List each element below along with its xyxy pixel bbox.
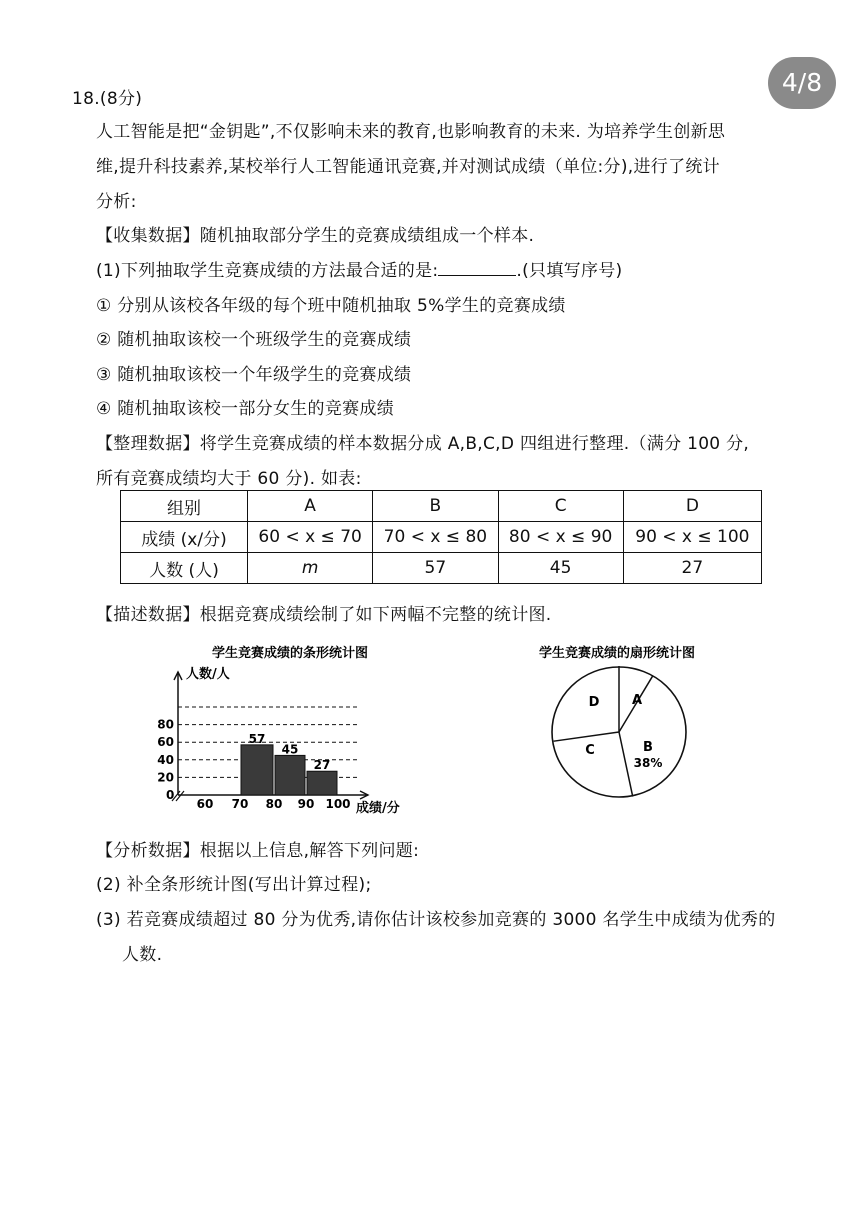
analyze-data-heading: 【分析数据】根据以上信息,解答下列问题:	[96, 841, 420, 861]
bar	[307, 771, 337, 795]
table-header-cell: 成绩 (x/分)	[121, 522, 248, 553]
table-header-cell: 人数 (人)	[121, 553, 248, 584]
question-2: (2) 补全条形统计图(写出计算过程);	[96, 875, 372, 895]
option-2: ② 随机抽取该校一个班级学生的竞赛成绩	[96, 330, 412, 350]
y-tick-label: 80	[157, 717, 174, 732]
bar-chart-origin-label: 0	[166, 788, 175, 802]
bar-chart-x-label: 成绩/分	[356, 801, 400, 816]
question-1-prefix: (1)下列抽取学生竞赛成绩的方法最合适的是:	[96, 261, 439, 281]
table-header-cell: 组别	[121, 491, 248, 522]
y-tick-label: 40	[157, 752, 174, 767]
x-tick-label: 60	[196, 797, 214, 811]
question-1-suffix: .(只填写序号)	[516, 261, 623, 281]
intro-line-3: 分析:	[96, 192, 137, 212]
table-cell: D	[623, 491, 761, 522]
bar-value-label: 57	[248, 731, 266, 746]
table-cell: 57	[373, 553, 498, 584]
intro-line-2: 维,提升科技素养,某校举行人工智能通讯竞赛,并对测试成绩（单位:分),进行了统计	[96, 157, 720, 177]
bar	[241, 745, 273, 795]
pie-slice-label: D	[588, 695, 600, 710]
x-tick-label: 90	[297, 797, 315, 811]
describe-data-heading: 【描述数据】根据竞赛成绩绘制了如下两幅不完整的统计图.	[96, 605, 552, 625]
x-tick-label: 80	[265, 797, 283, 811]
organize-data-line-2: 所有竞赛成绩均大于 60 分). 如表:	[96, 469, 362, 489]
intro-line-1: 人工智能是把“金钥匙”,不仅影响未来的教育,也影响教育的未来. 为培养学生创新思	[96, 122, 726, 142]
table-cell: 70 < x ≤ 80	[373, 522, 498, 553]
pie-slice-label: C	[585, 743, 595, 758]
pie-chart	[539, 645, 695, 797]
question-3-line-2: 人数.	[122, 945, 163, 965]
collect-data-heading: 【收集数据】随机抽取部分学生的竞赛成绩组成一个样本.	[96, 226, 535, 246]
question-3-line-1: (3) 若竞赛成绩超过 80 分为优秀,请你估计该校参加竞赛的 3000 名学生中成绩为优秀的	[96, 910, 776, 930]
x-tick-label: 70	[231, 797, 249, 811]
bar-value-label: 27	[313, 758, 331, 773]
table-cell: 80 < x ≤ 90	[498, 522, 623, 553]
bar-chart-title: 学生竞赛成绩的条形统计图	[211, 646, 369, 661]
table-cell: m	[248, 553, 373, 584]
pie-slice-label: A	[631, 693, 643, 708]
option-1: ① 分别从该校各年级的每个班中随机抽取 5%学生的竞赛成绩	[96, 296, 566, 316]
option-4: ④ 随机抽取该校一部分女生的竞赛成绩	[96, 399, 395, 419]
y-tick-label: 20	[157, 770, 174, 785]
table-cell: 45	[498, 553, 623, 584]
table-cell: 90 < x ≤ 100	[623, 522, 761, 553]
bar-value-label: 45	[281, 742, 299, 757]
bar	[275, 755, 305, 795]
table-cell: C	[498, 491, 623, 522]
bar-chart	[157, 645, 399, 816]
table-cell: B	[373, 491, 498, 522]
pie-slice-value: 38%	[633, 756, 663, 770]
table-cell: A	[248, 491, 373, 522]
y-tick-label: 60	[157, 735, 174, 750]
page-indicator-badge[interactable]: 4/8	[768, 57, 836, 109]
table-cell: 60 < x ≤ 70	[248, 522, 373, 553]
question-number: 18.(8分)	[72, 89, 143, 109]
table-cell: 27	[623, 553, 761, 584]
organize-data-line-1: 【整理数据】将学生竞赛成绩的样本数据分成 A,B,C,D 四组进行整理.（满分 100 分,	[96, 434, 750, 454]
pie-slice-label: B	[643, 740, 653, 755]
x-tick-label: 100	[325, 797, 351, 811]
bar-chart-y-label: 人数/人	[186, 667, 230, 682]
option-3: ③ 随机抽取该校一个年级学生的竞赛成绩	[96, 365, 412, 385]
pie-chart-title: 学生竞赛成绩的扇形统计图	[538, 646, 696, 661]
